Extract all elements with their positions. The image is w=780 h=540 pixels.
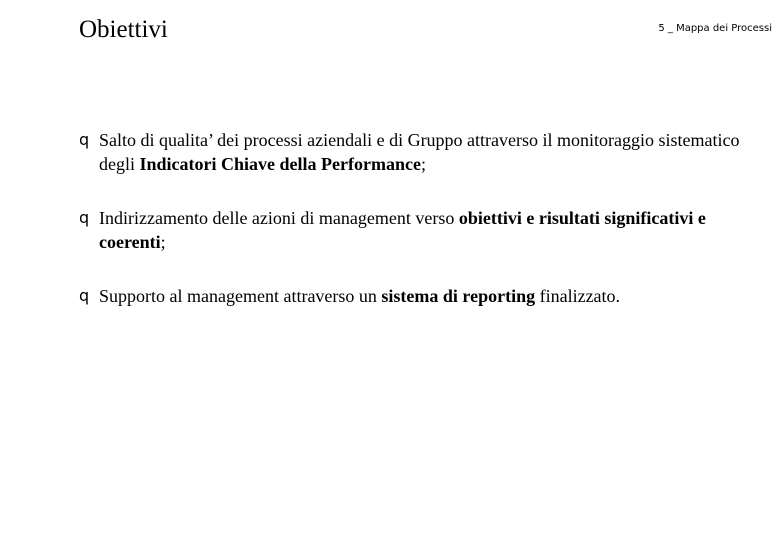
- objective-text-2b: obiettivi e risultati significativi e coerenti: [99, 208, 706, 252]
- objective-text-1b: Indicatori Chiave della Performance: [139, 154, 421, 174]
- objective-text-1a: Salto di qualita’ dei processi aziendali e di Gruppo attraverso il monitoraggio sistematico degli: [99, 130, 740, 174]
- bullet-marker-icon: q: [79, 286, 90, 305]
- objective-text-2a: Indirizzamento delle azioni di management verso: [99, 208, 459, 228]
- objective-text-1c: ;: [420, 154, 426, 174]
- objective-text-3c: finalizzato.: [535, 286, 621, 306]
- objective-item-direction: [79, 206, 769, 254]
- objective-text-3b: sistema di reporting: [381, 286, 536, 306]
- objective-item-quality: [79, 128, 769, 176]
- objective-item-reporting: [79, 284, 769, 308]
- section-label: 5 _ Mappa dei Processi: [658, 23, 772, 34]
- objective-text-3a: Supporto al management attraverso un: [99, 286, 382, 306]
- objective-text-2c: ;: [160, 232, 166, 252]
- bullet-marker-icon: q: [79, 130, 90, 149]
- page-title: Obiettivi: [79, 16, 168, 43]
- objectives-list: [79, 128, 769, 308]
- bullet-marker-icon: q: [79, 208, 90, 227]
